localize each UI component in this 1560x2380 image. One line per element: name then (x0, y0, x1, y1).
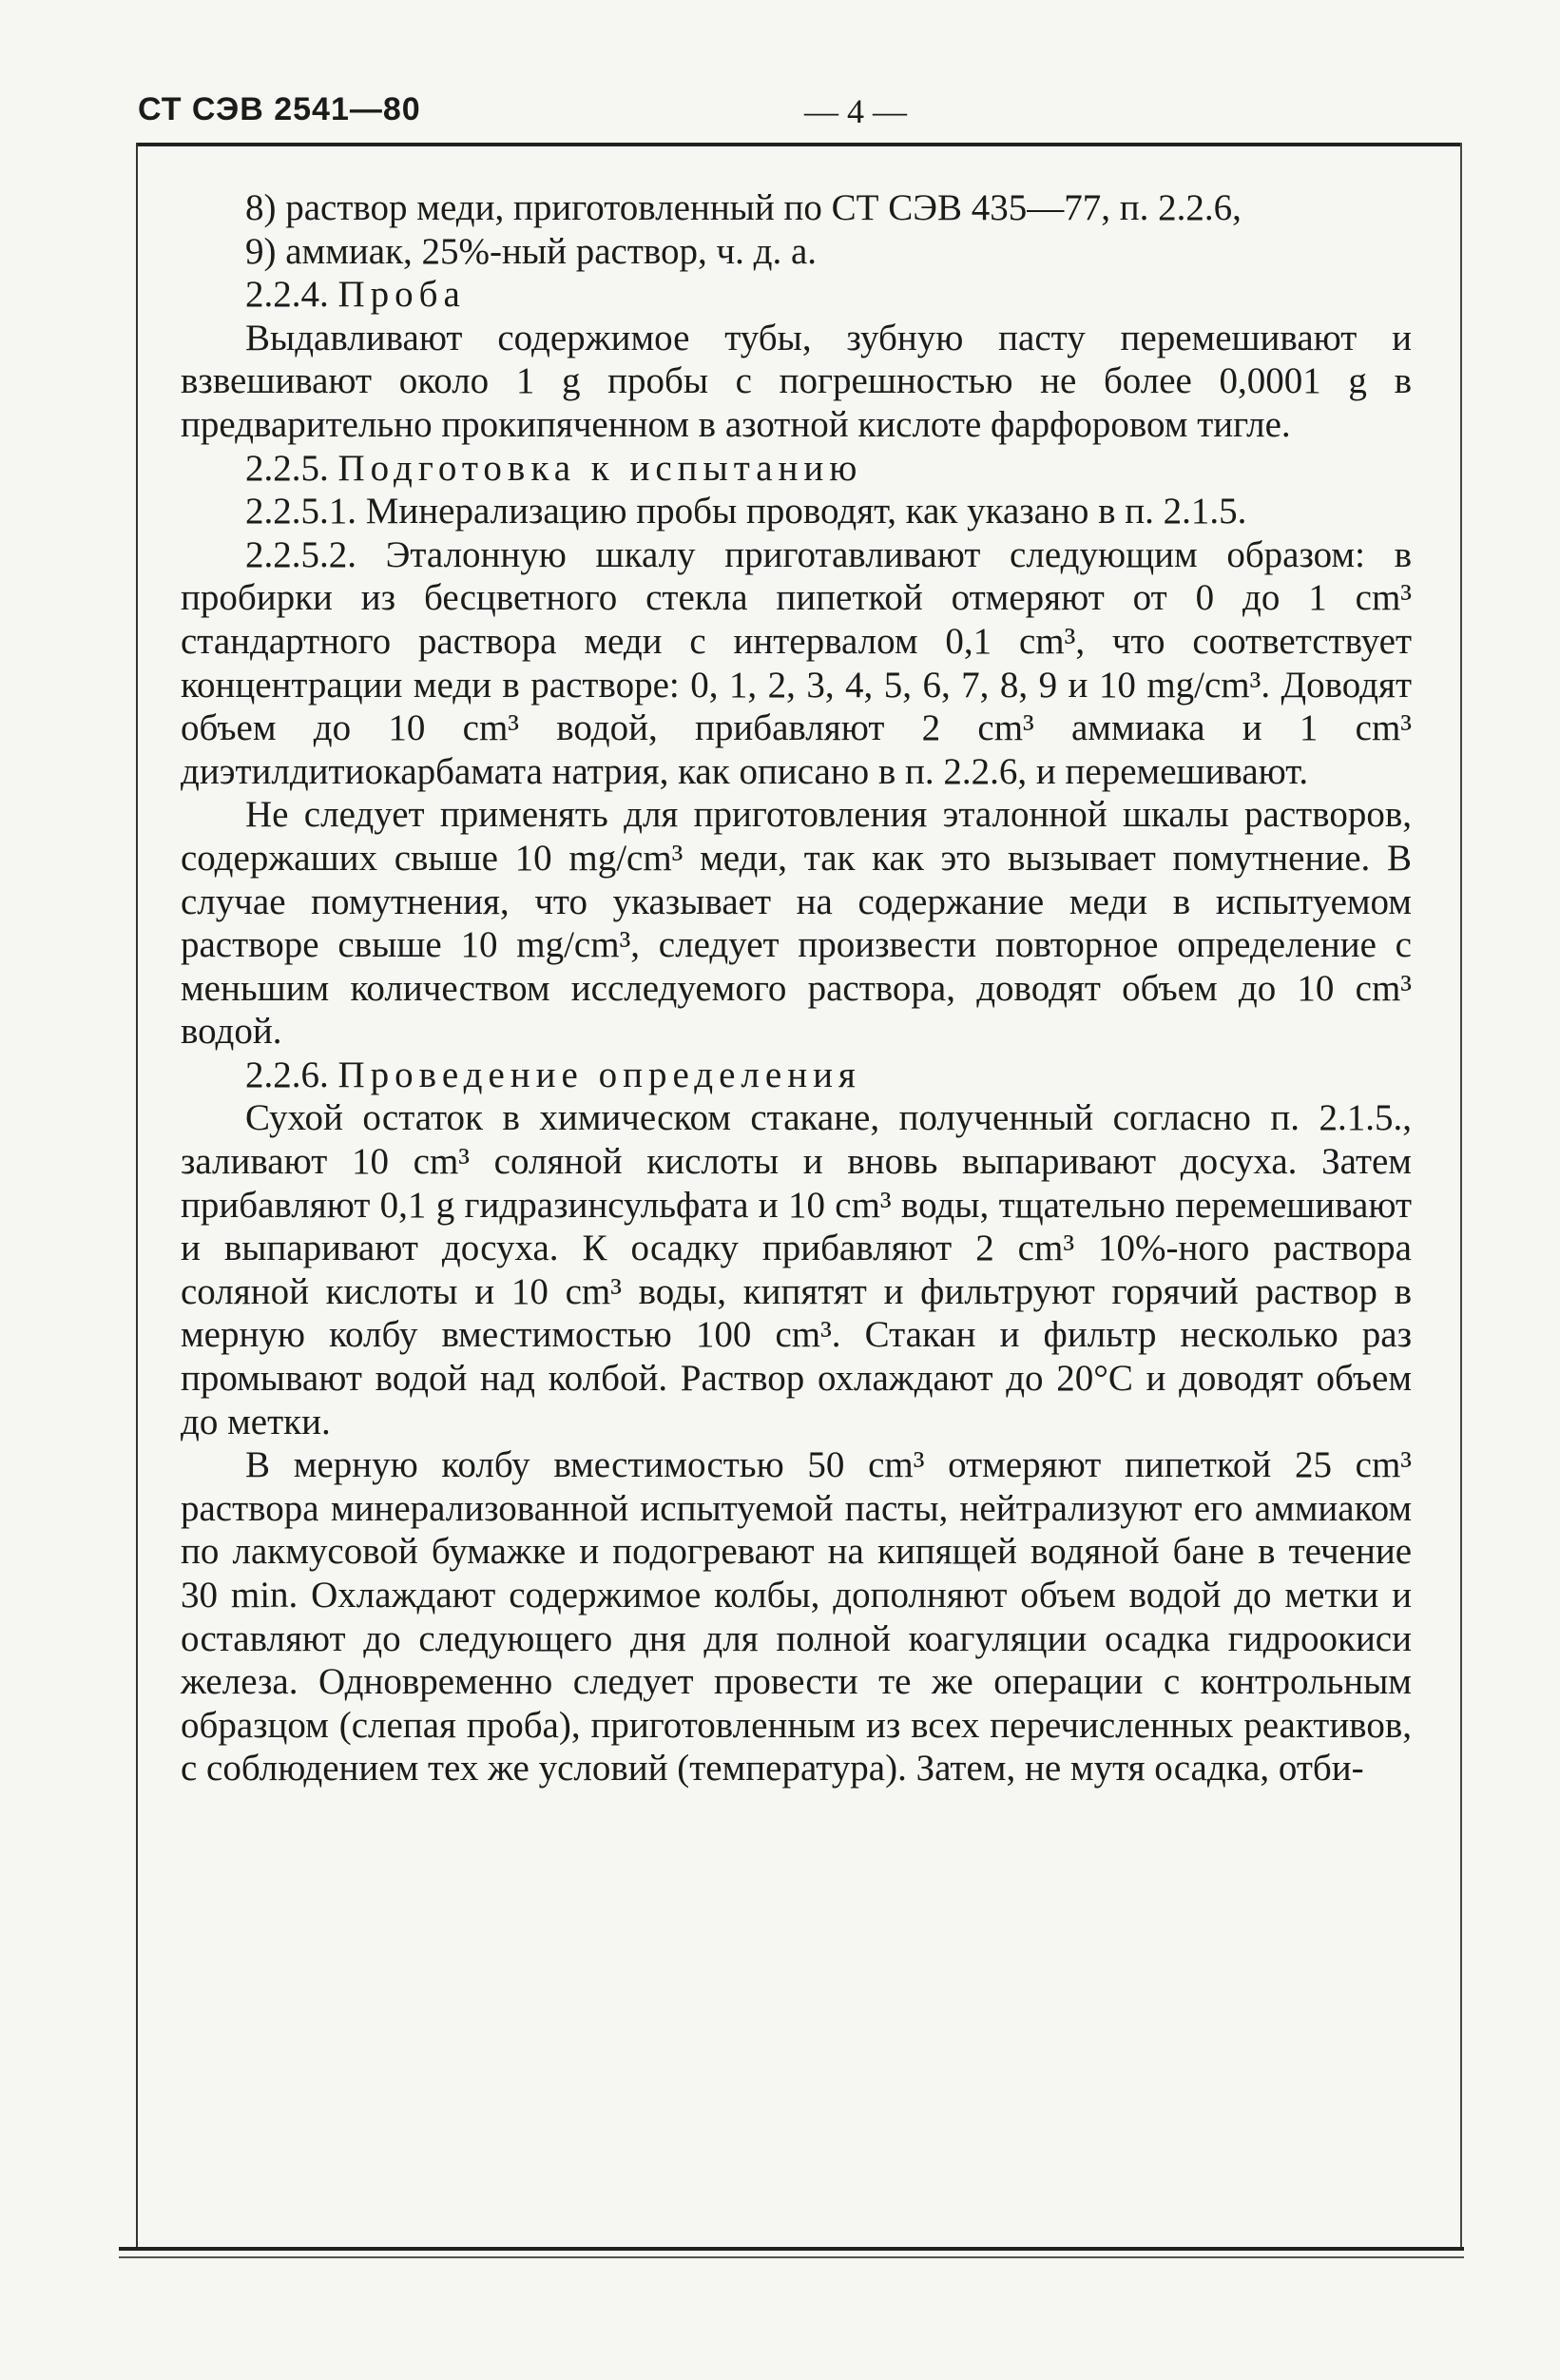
document-body (181, 186, 1412, 1790)
section-title: Проведение определения (337, 1054, 861, 1095)
page-header (138, 91, 1469, 139)
paragraph-2-2-5-1: 2.2.5.1. Минерализацию пробы проводят, как указано в п. 2.1.5. (245, 491, 1247, 532)
list-item-9: 9) аммиак, 25%-ный раствор, ч. д. а. (245, 230, 818, 272)
right-border (1460, 143, 1462, 2249)
section-heading-2-2-5 (181, 447, 1412, 491)
section-heading-2-2-4 (181, 273, 1412, 317)
page-number: — 4 — (804, 92, 907, 130)
list-item-8: 8) раствор меди, приготовленный по СТ СЭВ 435—77, п. 2.2.6, (245, 187, 1242, 228)
paragraph-volumetric-flask: В мерную колбу вместимостью 50 cm³ отмеряют пипеткой 25 cm³ раствора минерализованной испытуемой пасты, нейтрализуют его аммиаком по лакмусовой бумажке и подогревают на кипящей водяной бане в течение 30 min. Охлаждают содержимое колбы, дополняют объем водой до метки и оставляют до следующего дня для полной коагуляции осадка гидроокиси железа. Одновременно следует провести те же операции с контрольным образцом (слепая проба), приготовленным из всех перечисленных реактивов, с соблюдением тех же условий (температура). Затем, не мутя осадка, отби- (181, 1444, 1412, 1790)
section-number: 2.2.4. (245, 274, 329, 316)
section-heading-2-2-6 (181, 1054, 1412, 1097)
standard-code: СТ СЭВ 2541—80 (138, 91, 421, 127)
paragraph-sample: Выдавливают содержимое тубы, зубную пасту перемешивают и взвешивают около 1 g пробы с погрешностью не более 0,0001 g в предварительно прокипяченном в азотной кислоте фарфоровом тигле. (181, 317, 1412, 445)
section-number: 2.2.6. (245, 1054, 329, 1095)
section-number: 2.2.5. (245, 447, 329, 489)
bottom-rule-thin (119, 2256, 1464, 2258)
top-rule (136, 143, 1462, 146)
paragraph-dry-residue: Сухой остаток в химическом стакане, полученный согласно п. 2.1.5., заливают 10 cm³ соляной кислоты и вновь выпаривают досуха. Затем прибавляют 0,1 g гидразинсульфата и 10 cm³ воды, тщательно перемешивают и выпаривают досуха. К осадку прибавляют 2 cm³ 10%-ного раствора соляной кислоты и 10 cm³ воды, кипятят и фильтруют горячий раствор в мерную колбу вместимостью 100 cm³. Стакан и фильтр несколько раз промывают водой над колбой. Раствор охлаждают до 20°С и доводят объем до метки. (181, 1097, 1412, 1442)
left-border (136, 143, 138, 2249)
section-title: Проба (337, 274, 466, 316)
paragraph-note: Не следует применять для приготовления эталонной шкалы растворов, содержаших свыше 10 mg/cm³ меди, так как это вызывает помутнение. В случае помутнения, что указывает на содержание меди в испытуемом растворе свыше 10 mg/cm³, следует произвести повторное определение с меньшим количеством исследуемого раствора, доводят объем до 10 cm³ водой. (181, 794, 1412, 1053)
paragraph-2-2-5-2: 2.2.5.2. Эталонную шкалу приготавливают следующим образом: в пробирки из бесцветного стекла пипеткой отмеряют от 0 до 1 cm³ стандартного раствора меди с интервалом 0,1 cm³, что соответствует концентрации меди в растворе: 0, 1, 2, 3, 4, 5, 6, 7, 8, 9 и 10 mg/cm³. Доводят объем до 10 cm³ водой, прибавляют 2 cm³ аммиака и 1 cm³ диэтилдитиокарбамата натрия, как описано в п. 2.2.6, и перемешивают. (181, 533, 1412, 792)
bottom-rule (119, 2247, 1464, 2251)
section-title: Подготовка к испытанию (337, 447, 863, 489)
